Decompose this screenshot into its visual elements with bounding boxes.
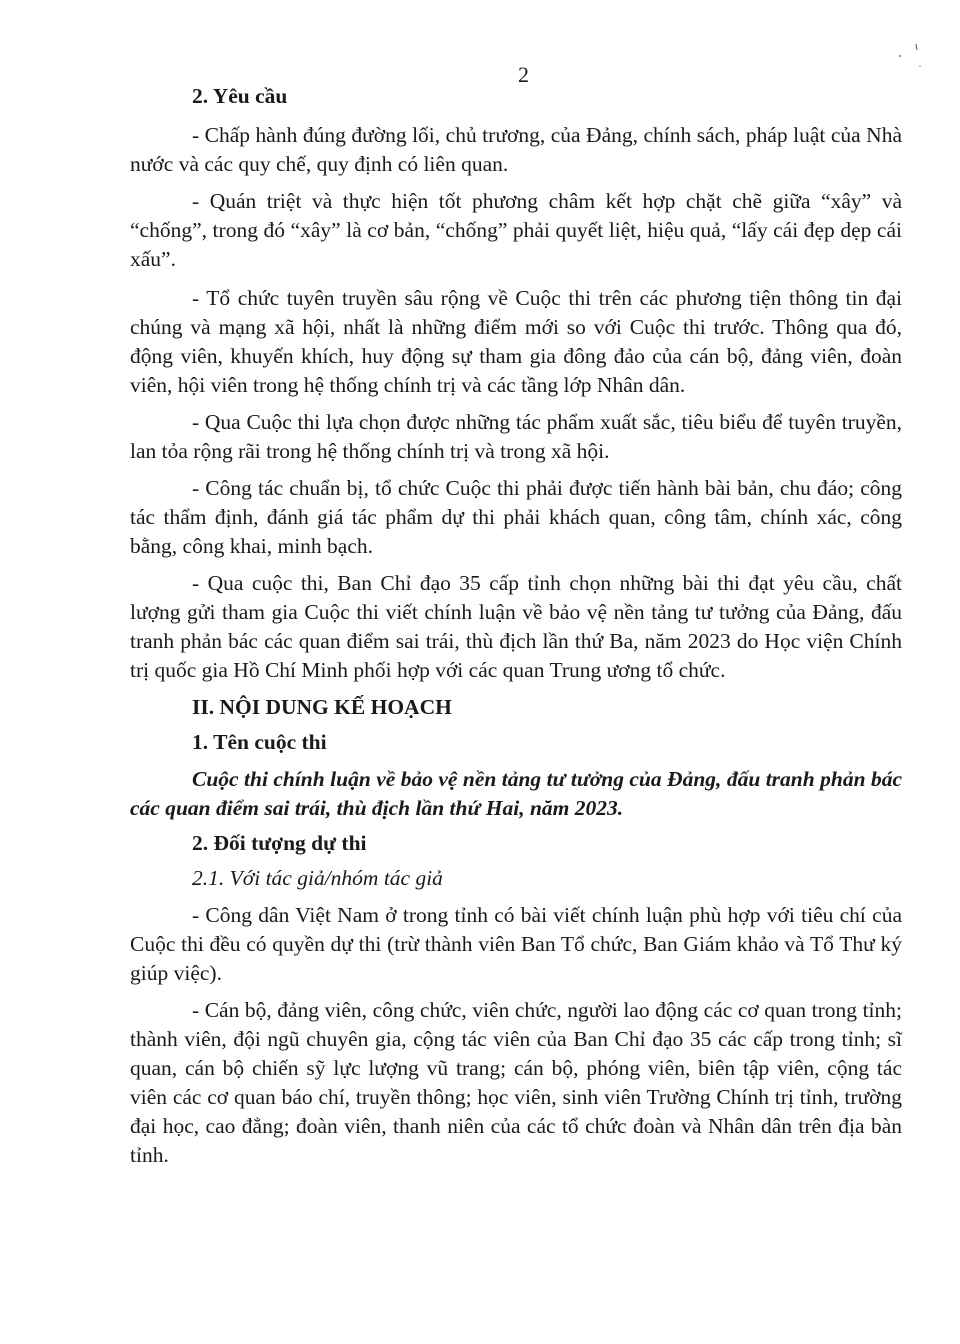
paragraph: - Công tác chuẩn bị, tổ chức Cuộc thi phải được tiến hành bài bản, chu đáo; công tác thẩm định, đánh giá tác phẩm dự thi phải khách quan, công tâm, chính xác, công bằng, công khai, minh bạch. xyxy=(130,476,902,558)
heading-yeu-cau: 2. Yêu cầu xyxy=(192,84,288,108)
paragraph: - Qua cuộc thi, Ban Chỉ đạo 35 cấp tỉnh chọn những bài thi đạt yêu cầu, chất lượng gửi tham gia Cuộc thi viết chính luận về bảo vệ nền tảng tư tưởng của Đảng, đấu tranh phản bác các quan điểm sai trái, thù địch lần thứ Ba, năm 2023 do Học viện Chính trị quốc gia Hồ Chí Minh phối hợp với các quan Trung ương tổ chức. xyxy=(130,571,902,682)
paragraph: - Chấp hành đúng đường lối, chủ trương, của Đảng, chính sách, pháp luật của Nhà nước và các quy chế, quy định có liên quan. xyxy=(130,123,902,176)
heading-doi-tuong-du-thi: 2. Đối tượng dự thi xyxy=(192,831,367,855)
paragraph: - Cán bộ, đảng viên, công chức, viên chức, người lao động các cơ quan trong tỉnh; thành viên, đội ngũ chuyên gia, cộng tác viên của Ban Chỉ đạo 35 các cấp trong tỉnh; sĩ quan, cán bộ chiến sỹ lực lượng vũ trang; cán bộ, phóng viên, biên tập viên, cộng tác viên các cơ quan báo chí, truyền thông; học viên, sinh viên Trường Chính trị tỉnh, trường đại học, cao đẳng; đoàn viên, thanh niên của các tổ chức đoàn và Nhân dân trên địa bàn tỉnh. xyxy=(130,998,902,1167)
paragraph: - Qua Cuộc thi lựa chọn được những tác phẩm xuất sắc, tiêu biểu để tuyên truyền, lan tỏa rộng rãi trong hệ thống chính trị và trong xã hội. xyxy=(130,410,902,463)
paragraph: - Công dân Việt Nam ở trong tỉnh có bài viết chính luận phù hợp với tiêu chí của Cuộc thi đều có quyền dự thi (trừ thành viên Ban Tổ chức, Ban Giám khảo và Tổ Thư ký giúp việc). xyxy=(130,903,902,985)
paragraph: - Quán triệt và thực hiện tốt phương châm kết hợp chặt chẽ giữa “xây” và “chống”, trong đó “xây” là cơ bản, “chống” phải quyết liệt, hiệu quả, “lấy cái đẹp dẹp cái xấu”. xyxy=(130,189,902,271)
document-body xyxy=(130,82,902,1170)
heading-ten-cuoc-thi: 1. Tên cuộc thi xyxy=(192,730,327,754)
paragraph: - Tổ chức tuyên truyền sâu rộng về Cuộc thi trên các phương tiện thông tin đại chúng và mạng xã hội, nhất là những điểm mới so với Cuộc thi trước. Thông qua đó, động viên, khuyến khích, huy động sự tham gia đông đảo của cán bộ, đảng viên, đoàn viên, hội viên trong hệ thống chính trị và các tầng lớp Nhân dân. xyxy=(130,286,902,397)
contest-name: Cuộc thi chính luận về bảo vệ nền tảng tư tưởng của Đảng, đấu tranh phản bác các quan điểm sai trái, thù địch lần thứ Hai, năm 2023. xyxy=(130,767,902,820)
subheading-tac-gia: 2.1. Với tác giả/nhóm tác giả xyxy=(192,866,443,890)
page-number: 2 xyxy=(518,62,529,87)
scan-specks xyxy=(870,38,930,78)
heading-noi-dung-ke-hoach: II. NỘI DUNG KẾ HOẠCH xyxy=(192,695,452,719)
